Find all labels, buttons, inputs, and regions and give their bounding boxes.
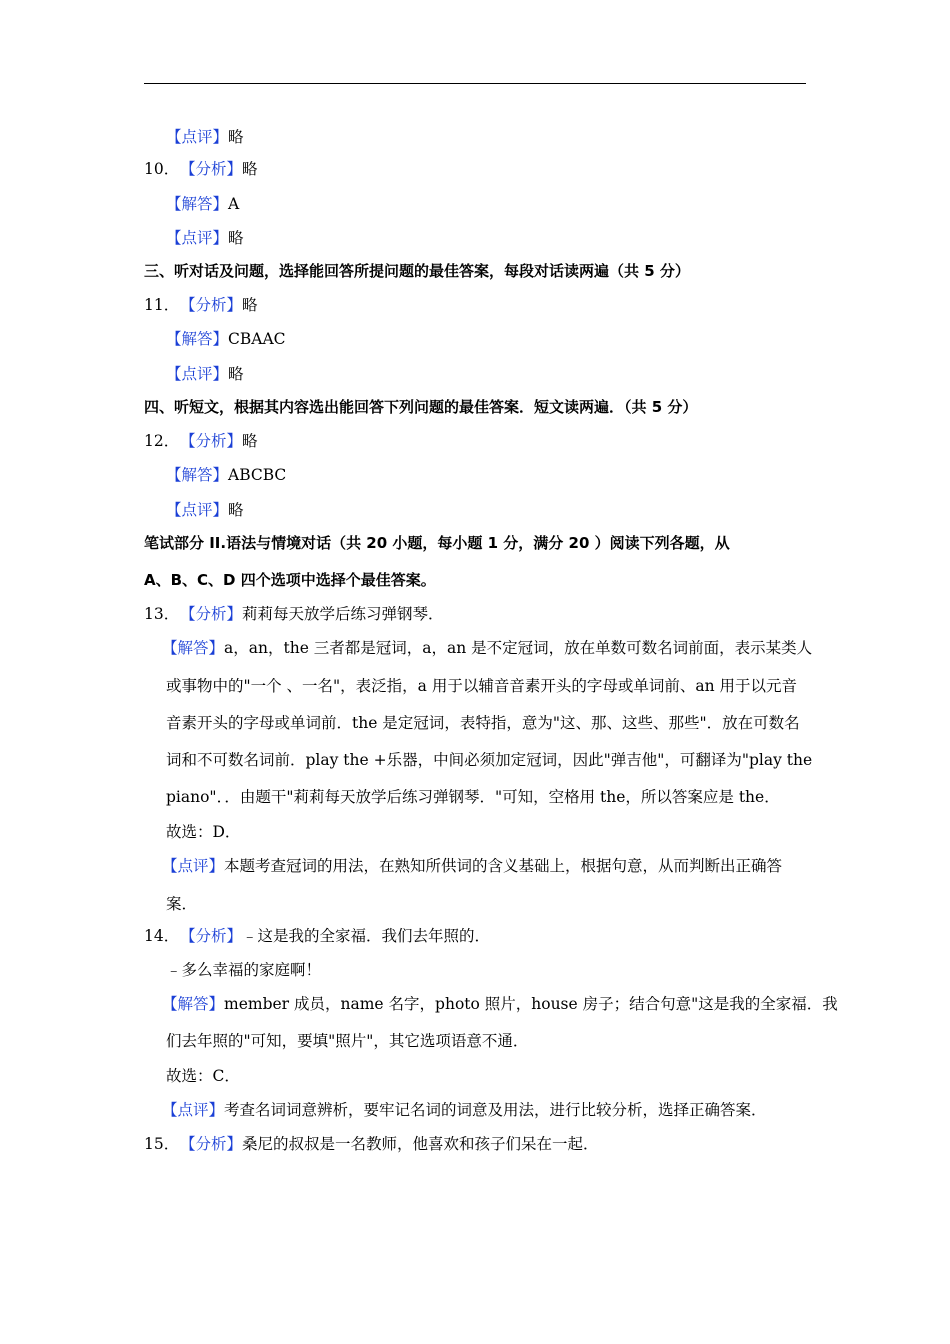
item13-comment-line2: 案． [166, 895, 198, 913]
item12-comment: 【点评】略 [166, 501, 244, 519]
analysis-tag: 【分析】 [180, 1135, 243, 1153]
answer-tag: 【解答】 [166, 330, 229, 348]
item14-answer-line2: 们去年照的"可知，要填"照片"，其它选项语意不通． [166, 1032, 529, 1050]
answer-tag: 【解答】 [166, 195, 229, 213]
section5-title-line1: 笔试部分 II.语法与情境对话（共 20 小题，每小题 1 分，满分 20 ）阅读下列各题，从 [144, 534, 730, 552]
answer-tag: 【解答】 [162, 639, 225, 657]
item15-analysis: 15．【分析】桑尼的叔叔是一名教师，他喜欢和孩子们呆在一起． [144, 1135, 599, 1153]
question-number: 15． [144, 1135, 180, 1153]
item10-answer: 【解答】A [166, 195, 240, 213]
item10-analysis: 10．【分析】略 [144, 160, 258, 178]
analysis-tag: 【分析】 [180, 296, 243, 314]
question-number: 14． [144, 927, 180, 945]
item14-answer-line3: 故选：C． [166, 1067, 240, 1085]
item13-answer-line1: 【解答】a，an，the 三者都是冠词，a，an 是不定冠词，放在单数可数名词前面，表示某类人 [162, 639, 813, 657]
item13-analysis: 13．【分析】莉莉每天放学后练习弹钢琴． [144, 605, 444, 623]
item14-analysis: 14．【分析】﹣这是我的全家福．我们去年照的． [144, 927, 491, 945]
section3-title: 三、听对话及问题，选择能回答所提问题的最佳答案，每段对话读两遍（共 5 分） [144, 262, 690, 280]
item12-answer: 【解答】ABCBC [166, 466, 287, 484]
question-number: 10． [144, 160, 180, 178]
analysis-tag: 【分析】 [180, 605, 243, 623]
comment-tag: 【点评】 [166, 501, 229, 519]
item14-comment: 【点评】考查名词词意辨析，要牢记名词的词意及用法，进行比较分析，选择正确答案． [162, 1101, 767, 1119]
section4-title: 四、听短文，根据其内容选出能回答下列问题的最佳答案．短文读两遍．（共 5 分） [144, 398, 698, 416]
item10-comment: 【点评】略 [166, 229, 244, 247]
item13-answer-line3: 音素开头的字母或单词前．the 是定冠词，表特指，意为"这、那、这些、那些"．放在可数名 [166, 714, 800, 732]
item11-analysis: 11．【分析】略 [144, 296, 258, 314]
comment-tag: 【点评】 [166, 128, 229, 146]
item13-answer-line4: 词和不可数名词前．play the +乐器，中间必须加定冠词，因此"弹吉他"，可翻译为"play the [166, 751, 813, 769]
section5-title-line2: A、B、C、D 四个选项中选择个最佳答案。 [144, 571, 436, 589]
answer-tag: 【解答】 [162, 995, 225, 1013]
comment-tag: 【点评】 [162, 857, 225, 875]
comment-tag: 【点评】 [166, 229, 229, 247]
analysis-tag: 【分析】 [180, 160, 243, 178]
item13-answer-line6: 故选：D． [166, 823, 241, 841]
item13-answer-line5: piano"．．由题干"莉莉每天放学后练习弹钢琴．"可知，空格用 the，所以答案应是 the． [166, 788, 780, 806]
item9-comment: 【点评】略 [166, 128, 244, 146]
comment-tag: 【点评】 [162, 1101, 225, 1119]
item13-answer-line2: 或事物中的"一个 、一名"，表泛指，a 用于以辅音音素开头的字母或单词前、an 用于以元音 [166, 677, 798, 695]
header-rule [144, 83, 806, 84]
item13-comment-line1: 【点评】本题考查冠词的用法，在熟知所供词的含义基础上，根据句意，从而判断出正确答 [162, 857, 783, 875]
question-number: 13． [144, 605, 180, 623]
answer-tag: 【解答】 [166, 466, 229, 484]
item14-analysis-line2: ﹣多么幸福的家庭啊！ [166, 961, 322, 979]
comment-tag: 【点评】 [166, 365, 229, 383]
question-number: 12． [144, 432, 180, 450]
analysis-tag: 【分析】 [180, 432, 243, 450]
item14-answer-line1: 【解答】member 成员，name 名字，photo 照片，house 房子；结合句意"这是我的全家福．我 [162, 995, 838, 1013]
question-number: 11． [144, 296, 180, 314]
item11-comment: 【点评】略 [166, 365, 244, 383]
item12-analysis: 12．【分析】略 [144, 432, 258, 450]
analysis-tag: 【分析】 [180, 927, 243, 945]
item11-answer: 【解答】CBAAC [166, 330, 286, 348]
